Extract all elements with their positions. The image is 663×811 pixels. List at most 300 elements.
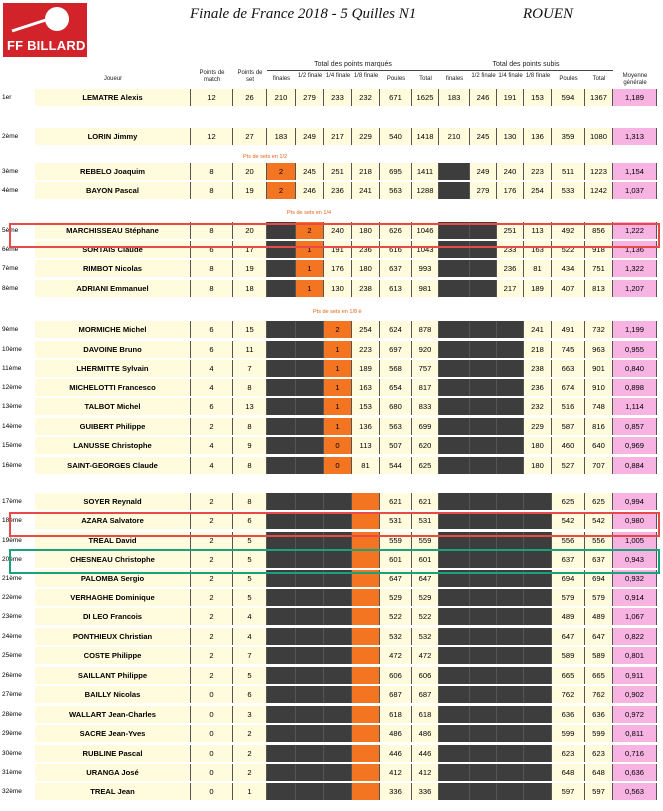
s-5-cell: 910: [585, 379, 613, 396]
avg-cell: 0,884: [613, 457, 657, 474]
ps-cell: 11: [233, 341, 267, 358]
table-row: [2, 745, 657, 762]
rank-cell: 1er: [2, 94, 12, 101]
highlight-box-18eme: [9, 512, 660, 537]
header-points-set: Points de set: [237, 70, 263, 83]
m-4-cell: 531: [380, 512, 412, 529]
s-3-cell: 113: [524, 222, 552, 239]
pm-cell: 6: [191, 321, 233, 338]
header-m-finales: finales: [272, 76, 291, 82]
m-1-cell: 1: [296, 280, 324, 297]
m-1-cell: [296, 418, 324, 435]
ps-cell: 8: [233, 493, 267, 510]
m-3-cell: [352, 725, 380, 742]
s-5-cell: 623: [585, 745, 613, 762]
table-row: [2, 667, 657, 684]
s-0-cell: 210: [439, 128, 470, 145]
name-cell: VERHAGHE Dominique: [35, 589, 191, 606]
m-2-cell: 217: [324, 128, 352, 145]
m-3-cell: [352, 589, 380, 606]
rank-cell: 29ème: [2, 730, 22, 737]
s-4-cell: 434: [552, 260, 585, 277]
pm-cell: 8: [191, 222, 233, 239]
rank-cell: 25ème: [2, 652, 22, 659]
rank-cell: 18ème: [2, 517, 22, 524]
avg-cell: 0,857: [613, 418, 657, 435]
avg-cell: 0,994: [613, 493, 657, 510]
m-5-cell: 522: [412, 608, 439, 625]
pm-cell: 0: [191, 783, 233, 800]
name-cell: DAVOINE Bruno: [35, 341, 191, 358]
s-5-cell: 648: [585, 764, 613, 781]
s-1-cell: 279: [470, 182, 497, 199]
m-3-cell: 136: [352, 418, 380, 435]
name-cell: SORTAIS Claude: [35, 241, 191, 258]
name-cell: LHERMITTE Sylvain: [35, 360, 191, 377]
avg-cell: 0,972: [613, 706, 657, 723]
m-5-cell: 1411: [412, 163, 439, 180]
rank-cell: 4ème: [2, 187, 19, 194]
s-4-cell: 637: [552, 551, 585, 568]
s-2-cell: [497, 418, 524, 435]
m-4-cell: 695: [380, 163, 412, 180]
m-2-cell: 1: [324, 341, 352, 358]
s-4-cell: 762: [552, 686, 585, 703]
pm-cell: 0: [191, 745, 233, 762]
name-cell: URANGA José: [35, 764, 191, 781]
m-5-cell: 920: [412, 341, 439, 358]
m-4-cell: 559: [380, 532, 412, 549]
m-2-cell: 130: [324, 280, 352, 297]
s-5-cell: 963: [585, 341, 613, 358]
ps-cell: 17: [233, 241, 267, 258]
s-3-cell: [524, 745, 552, 762]
s-4-cell: 623: [552, 745, 585, 762]
m-3-cell: [352, 667, 380, 684]
avg-cell: 0,811: [613, 725, 657, 742]
m-2-cell: 176: [324, 260, 352, 277]
s-2-cell: [497, 725, 524, 742]
m-4-cell: 472: [380, 647, 412, 664]
section-label-huitieme: Pts de sets en 1/8 è: [313, 309, 362, 315]
s-5-cell: 707: [585, 457, 613, 474]
m-1-cell: 1: [296, 260, 324, 277]
s-3-cell: [524, 647, 552, 664]
m-3-cell: 241: [352, 182, 380, 199]
m-0-cell: [267, 280, 296, 297]
m-2-cell: 233: [324, 89, 352, 106]
s-1-cell: 249: [470, 163, 497, 180]
m-5-cell: 531: [412, 512, 439, 529]
m-4-cell: 529: [380, 589, 412, 606]
m-0-cell: [267, 493, 296, 510]
rank-cell: 13ème: [2, 403, 22, 410]
avg-cell: 1,005: [613, 532, 657, 549]
m-1-cell: [296, 608, 324, 625]
m-1-cell: [296, 379, 324, 396]
header-s-total: Total: [592, 76, 606, 82]
s-5-cell: 636: [585, 706, 613, 723]
highlight-box-20eme: [9, 549, 660, 574]
s-4-cell: 674: [552, 379, 585, 396]
s-0-cell: [439, 706, 470, 723]
m-5-cell: 446: [412, 745, 439, 762]
s-0-cell: [439, 398, 470, 415]
table-row: [2, 589, 657, 606]
s-1-cell: [470, 686, 497, 703]
s-3-cell: 241: [524, 321, 552, 338]
s-0-cell: [439, 783, 470, 800]
ps-cell: 6: [233, 512, 267, 529]
ps-cell: 3: [233, 706, 267, 723]
avg-cell: 0,943: [613, 551, 657, 568]
s-3-cell: [524, 783, 552, 800]
s-5-cell: 640: [585, 437, 613, 454]
pm-cell: 2: [191, 512, 233, 529]
s-1-cell: [470, 341, 497, 358]
s-1-cell: [470, 360, 497, 377]
rank-cell: 30ème: [2, 750, 22, 757]
pm-cell: 2: [191, 532, 233, 549]
ps-cell: 9: [233, 437, 267, 454]
ps-cell: 5: [233, 589, 267, 606]
name-cell: SOYER Reynald: [35, 493, 191, 510]
table-row: [2, 398, 657, 415]
ps-cell: 5: [233, 570, 267, 587]
m-0-cell: [267, 589, 296, 606]
avg-cell: 0,801: [613, 647, 657, 664]
s-1-cell: [470, 457, 497, 474]
m-4-cell: 618: [380, 706, 412, 723]
s-2-cell: [497, 745, 524, 762]
m-2-cell: 251: [324, 163, 352, 180]
m-0-cell: [267, 398, 296, 415]
avg-cell: 0,980: [613, 512, 657, 529]
m-2-cell: [324, 589, 352, 606]
s-2-cell: 240: [497, 163, 524, 180]
m-5-cell: 620: [412, 437, 439, 454]
rank-cell: 12ème: [2, 384, 22, 391]
s-3-cell: 254: [524, 182, 552, 199]
s-2-cell: 236: [497, 260, 524, 277]
avg-cell: 0,955: [613, 341, 657, 358]
s-4-cell: 527: [552, 457, 585, 474]
rank-cell: 26ème: [2, 672, 22, 679]
header-joueur: Joueur: [103, 76, 123, 82]
s-1-cell: 245: [470, 128, 497, 145]
pm-cell: 0: [191, 686, 233, 703]
pm-cell: 4: [191, 437, 233, 454]
m-5-cell: 336: [412, 783, 439, 800]
s-4-cell: 542: [552, 512, 585, 529]
s-5-cell: 637: [585, 551, 613, 568]
s-3-cell: [524, 493, 552, 510]
s-2-cell: [497, 437, 524, 454]
s-1-cell: [470, 706, 497, 723]
name-cell: TALBOT Michel: [35, 398, 191, 415]
highlight-box-5eme: [9, 223, 660, 248]
s-2-cell: [497, 686, 524, 703]
s-2-cell: [497, 628, 524, 645]
s-5-cell: 901: [585, 360, 613, 377]
s-4-cell: 407: [552, 280, 585, 297]
m-4-cell: 563: [380, 182, 412, 199]
m-3-cell: 180: [352, 222, 380, 239]
city-title: ROUEN: [523, 6, 573, 22]
rank-cell: 3ème: [2, 168, 19, 175]
m-3-cell: 81: [352, 457, 380, 474]
avg-cell: 0,840: [613, 360, 657, 377]
s-0-cell: [439, 647, 470, 664]
s-4-cell: 511: [552, 163, 585, 180]
s-3-cell: [524, 667, 552, 684]
s-1-cell: [470, 764, 497, 781]
m-5-cell: 699: [412, 418, 439, 435]
header-points-marques: Total des points marqués: [267, 61, 439, 71]
s-2-cell: 191: [497, 89, 524, 106]
ps-cell: 27: [233, 128, 267, 145]
header-moyenne: Moyenne générale: [622, 73, 648, 86]
s-4-cell: 359: [552, 128, 585, 145]
s-3-cell: 180: [524, 437, 552, 454]
m-4-cell: 544: [380, 457, 412, 474]
s-0-cell: [439, 457, 470, 474]
s-0-cell: [439, 686, 470, 703]
m-5-cell: 412: [412, 764, 439, 781]
m-2-cell: [324, 686, 352, 703]
s-3-cell: 238: [524, 360, 552, 377]
s-2-cell: [497, 457, 524, 474]
pm-cell: 0: [191, 725, 233, 742]
table-row: [2, 89, 657, 106]
ps-cell: 2: [233, 764, 267, 781]
m-5-cell: 1288: [412, 182, 439, 199]
m-3-cell: 163: [352, 379, 380, 396]
table-row: [2, 725, 657, 742]
m-0-cell: 2: [267, 182, 296, 199]
m-1-cell: [296, 437, 324, 454]
name-cell: COSTE Philippe: [35, 647, 191, 664]
m-2-cell: [324, 647, 352, 664]
s-0-cell: [439, 321, 470, 338]
rank-cell: 32ème: [2, 788, 22, 795]
m-0-cell: [267, 437, 296, 454]
rank-cell: 5ème: [2, 227, 19, 234]
m-5-cell: 621: [412, 493, 439, 510]
avg-cell: 1,067: [613, 608, 657, 625]
name-cell: REBELO Joaquim: [35, 163, 191, 180]
m-5-cell: 606: [412, 667, 439, 684]
ps-cell: 7: [233, 360, 267, 377]
s-5-cell: 599: [585, 725, 613, 742]
s-4-cell: 516: [552, 398, 585, 415]
s-1-cell: [470, 260, 497, 277]
s-2-cell: [497, 667, 524, 684]
s-3-cell: [524, 764, 552, 781]
m-4-cell: 613: [380, 280, 412, 297]
ps-cell: 5: [233, 551, 267, 568]
s-1-cell: [470, 280, 497, 297]
s-2-cell: [497, 398, 524, 415]
pm-cell: 4: [191, 379, 233, 396]
s-4-cell: 663: [552, 360, 585, 377]
avg-cell: 1,199: [613, 321, 657, 338]
m-2-cell: 191: [324, 241, 352, 258]
s-1-cell: [470, 725, 497, 742]
m-5-cell: 1625: [412, 89, 439, 106]
m-3-cell: [352, 628, 380, 645]
avg-cell: 1,154: [613, 163, 657, 180]
s-0-cell: 183: [439, 89, 470, 106]
m-4-cell: 532: [380, 628, 412, 645]
m-2-cell: 2: [324, 321, 352, 338]
m-2-cell: 240: [324, 222, 352, 239]
s-4-cell: 597: [552, 783, 585, 800]
table-row: [2, 647, 657, 664]
s-1-cell: [470, 437, 497, 454]
s-5-cell: 816: [585, 418, 613, 435]
s-5-cell: 489: [585, 608, 613, 625]
s-2-cell: [497, 360, 524, 377]
avg-cell: 1,222: [613, 222, 657, 239]
m-3-cell: 218: [352, 163, 380, 180]
m-0-cell: [267, 321, 296, 338]
name-cell: WALLART Jean-Charles: [35, 706, 191, 723]
ps-cell: 8: [233, 418, 267, 435]
m-3-cell: 236: [352, 241, 380, 258]
m-4-cell: 687: [380, 686, 412, 703]
m-1-cell: 249: [296, 128, 324, 145]
s-3-cell: [524, 608, 552, 625]
m-4-cell: 680: [380, 398, 412, 415]
m-2-cell: 0: [324, 437, 352, 454]
s-0-cell: [439, 379, 470, 396]
header-m-total: Total: [419, 76, 432, 82]
s-5-cell: 665: [585, 667, 613, 684]
avg-cell: 0,716: [613, 745, 657, 762]
m-1-cell: [296, 341, 324, 358]
s-1-cell: [470, 321, 497, 338]
pm-cell: 2: [191, 493, 233, 510]
ps-cell: 1: [233, 783, 267, 800]
name-cell: TREAL Jean: [35, 783, 191, 800]
name-cell: AZARA Salvatore: [35, 512, 191, 529]
m-2-cell: 1: [324, 379, 352, 396]
m-4-cell: 606: [380, 667, 412, 684]
rank-cell: 16ème: [2, 462, 22, 469]
m-1-cell: [296, 647, 324, 664]
table-row: [2, 182, 657, 199]
m-4-cell: 637: [380, 260, 412, 277]
s-0-cell: [439, 589, 470, 606]
ff-billard-logo: [3, 3, 87, 57]
m-0-cell: [267, 745, 296, 762]
m-3-cell: [352, 647, 380, 664]
s-5-cell: 647: [585, 628, 613, 645]
s-4-cell: 636: [552, 706, 585, 723]
avg-cell: 0,932: [613, 570, 657, 587]
m-0-cell: [267, 628, 296, 645]
rank-cell: 31ème: [2, 769, 22, 776]
m-5-cell: 1418: [412, 128, 439, 145]
table-row: [2, 686, 657, 703]
m-2-cell: [324, 706, 352, 723]
avg-cell: 1,114: [613, 398, 657, 415]
m-1-cell: 2: [296, 222, 324, 239]
m-4-cell: 697: [380, 341, 412, 358]
m-0-cell: [267, 379, 296, 396]
s-3-cell: [524, 725, 552, 742]
header-points-match: Points de match: [199, 70, 225, 83]
table-row: [2, 457, 657, 474]
s-1-cell: [470, 745, 497, 762]
s-1-cell: [470, 647, 497, 664]
m-3-cell: 180: [352, 260, 380, 277]
s-1-cell: [470, 493, 497, 510]
ps-cell: 13: [233, 398, 267, 415]
s-4-cell: 648: [552, 764, 585, 781]
section-label-quart: Pts de sets en 1/4: [287, 210, 332, 216]
m-5-cell: 1043: [412, 241, 439, 258]
name-cell: PONTHIEUX Christian: [35, 628, 191, 645]
m-4-cell: 507: [380, 437, 412, 454]
m-4-cell: 563: [380, 418, 412, 435]
s-2-cell: [497, 493, 524, 510]
rank-cell: 7ème: [2, 265, 19, 272]
s-2-cell: [497, 783, 524, 800]
m-5-cell: 472: [412, 647, 439, 664]
table-row: [2, 608, 657, 625]
s-2-cell: 217: [497, 280, 524, 297]
m-1-cell: [296, 589, 324, 606]
ps-cell: 19: [233, 260, 267, 277]
name-cell: LANUSSE Christophe: [35, 437, 191, 454]
s-1-cell: 246: [470, 89, 497, 106]
name-cell: CHESNEAU Christophe: [35, 551, 191, 568]
pm-cell: 6: [191, 398, 233, 415]
s-3-cell: [524, 706, 552, 723]
m-3-cell: 229: [352, 128, 380, 145]
s-2-cell: [497, 706, 524, 723]
m-3-cell: [352, 493, 380, 510]
section-label-demi: Pts de sets en 1/2: [243, 154, 288, 160]
s-4-cell: 533: [552, 182, 585, 199]
rank-cell: 17ème: [2, 498, 22, 505]
s-4-cell: 587: [552, 418, 585, 435]
s-1-cell: [470, 379, 497, 396]
m-3-cell: 113: [352, 437, 380, 454]
m-3-cell: [352, 686, 380, 703]
m-2-cell: 1: [324, 398, 352, 415]
ps-cell: 8: [233, 379, 267, 396]
s-1-cell: [470, 418, 497, 435]
table-row: [2, 437, 657, 454]
m-2-cell: [324, 628, 352, 645]
s-5-cell: 918: [585, 241, 613, 258]
pm-cell: 2: [191, 628, 233, 645]
s-5-cell: 556: [585, 532, 613, 549]
s-4-cell: 599: [552, 725, 585, 742]
s-2-cell: [497, 647, 524, 664]
m-3-cell: [352, 608, 380, 625]
s-3-cell: [524, 628, 552, 645]
m-4-cell: 336: [380, 783, 412, 800]
pm-cell: 2: [191, 647, 233, 664]
avg-cell: 1,136: [613, 241, 657, 258]
pm-cell: 8: [191, 182, 233, 199]
m-0-cell: [267, 686, 296, 703]
table-row: [2, 280, 657, 297]
